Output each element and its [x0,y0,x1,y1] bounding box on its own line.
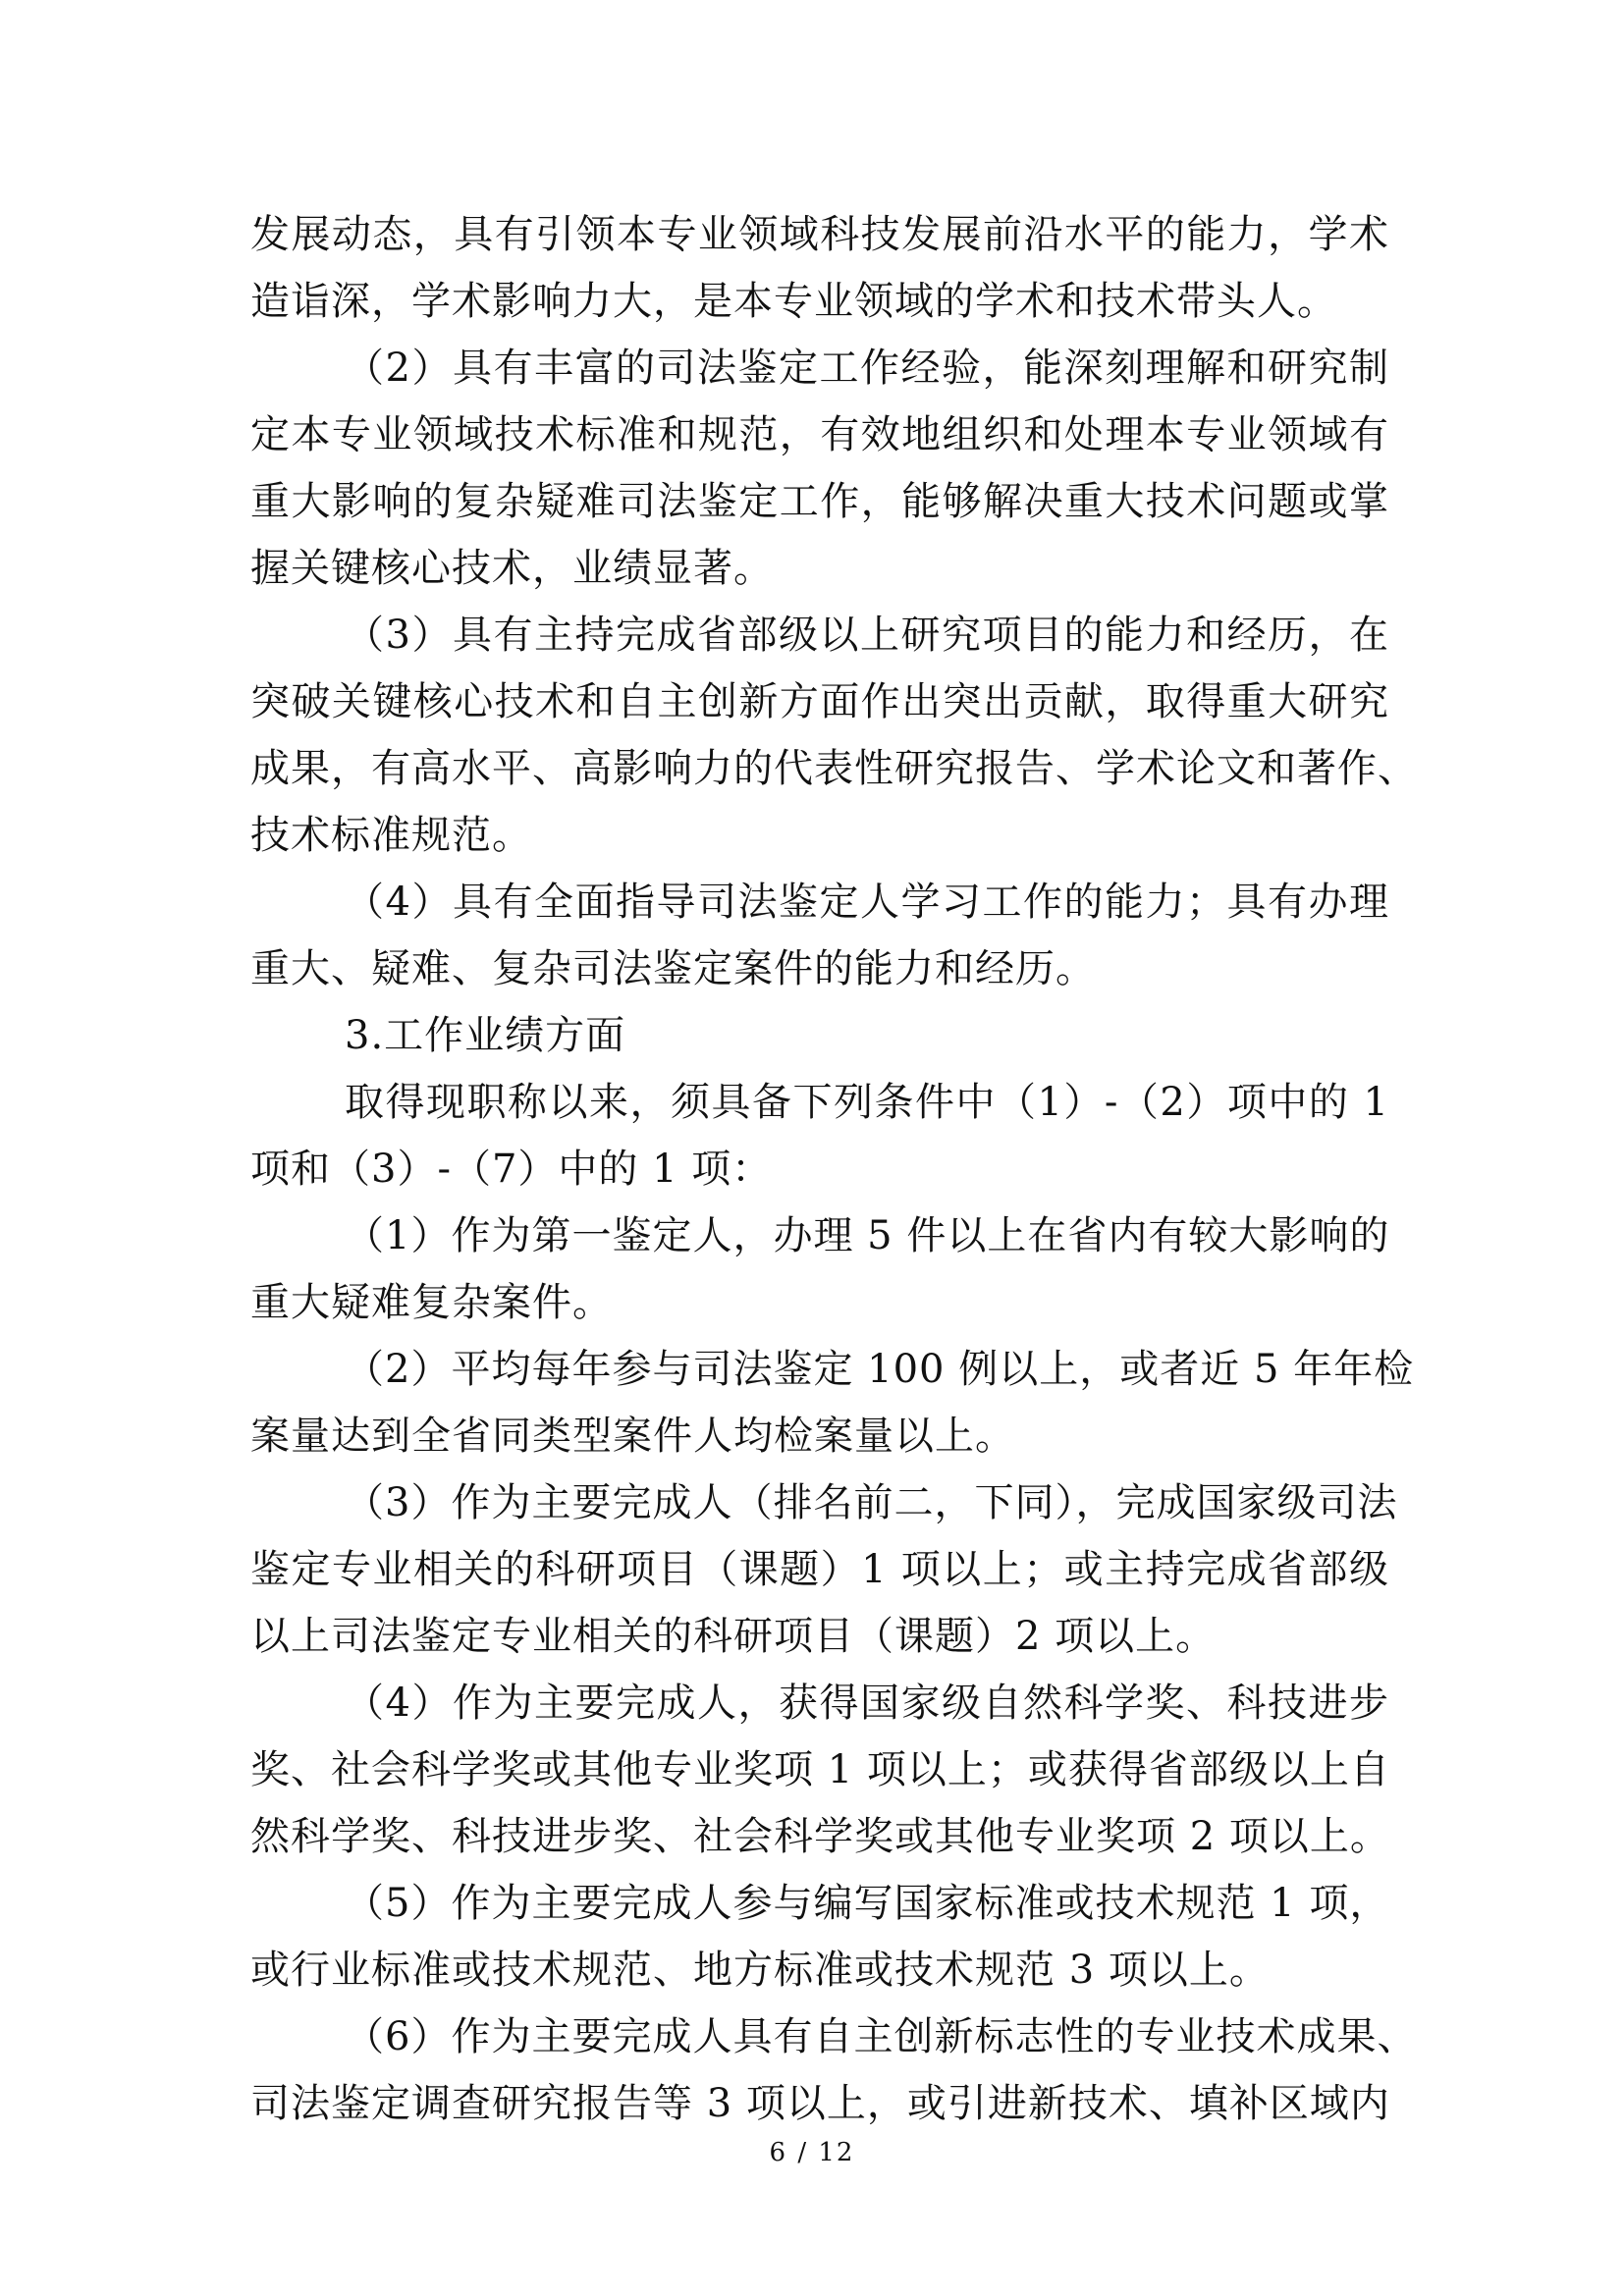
text-line: 技术标准规范。 [250,813,532,858]
text-line: （3）作为主要完成人（排名前二，下同），完成国家级司法 [345,1480,1398,1525]
document-body [250,201,1418,2137]
text-line: （1）作为第一鉴定人，办理 5 件以上在省内有较大影响的 [345,1213,1390,1258]
text-line: 发展动态，具有引领本专业领域科技发展前沿水平的能力，学术 [250,212,1389,257]
text-line: 突破关键核心技术和自主创新方面作出突出贡献，取得重大研究 [250,679,1389,724]
text-line: 或行业标准或技术规范、地方标准或技术规范 3 项以上。 [250,1948,1270,1993]
text-line: （6）作为主要完成人具有自主创新标志性的专业技术成果、 [345,2014,1418,2059]
page-number: 6 / 12 [769,2138,855,2167]
text-line: （3）具有主持完成省部级以上研究项目的能力和经历，在 [345,613,1389,658]
text-line: （4）具有全面指导司法鉴定人学习工作的能力；具有办理 [345,880,1389,925]
text-line: （5）作为主要完成人参与编写国家标准或技术规范 1 项， [345,1881,1390,1926]
text-line: （4）作为主要完成人，获得国家级自然科学奖、科技进步 [345,1681,1389,1726]
text-line: 司法鉴定调查研究报告等 3 项以上，或引进新技术、填补区域内 [250,2081,1390,2126]
text-line: 以上司法鉴定专业相关的科研项目（课题）2 项以上。 [250,1614,1217,1659]
text-line: 鉴定专业相关的科研项目（课题）1 项以上；或主持完成省部级 [250,1547,1389,1592]
text-line: 重大影响的复杂疑难司法鉴定工作，能够解决重大技术问题或掌 [250,479,1389,524]
text-line: 成果，有高水平、高影响力的代表性研究报告、学术论文和著作、 [250,746,1418,791]
text-line: 重大、疑难、复杂司法鉴定案件的能力和经历。 [250,946,1096,991]
section-heading: 3.工作业绩方面 [345,1013,626,1058]
text-line: 重大疑难复杂案件。 [250,1280,613,1325]
text-line: 项和（3）-（7）中的 1 项： [250,1147,773,1192]
text-line: 定本专业领域技术标准和规范，有效地组织和处理本专业领域有 [250,412,1389,457]
text-line: 然科学奖、科技进步奖、社会科学奖或其他专业奖项 2 项以上。 [250,1814,1390,1859]
text-line: 案量达到全省同类型案件人均检案量以上。 [250,1414,1015,1459]
text-line: （2）具有丰富的司法鉴定工作经验，能深刻理解和研究制 [345,346,1389,391]
text-line: 奖、社会科学奖或其他专业奖项 1 项以上；或获得省部级以上自 [250,1747,1390,1792]
text-line: 取得现职称以来，须具备下列条件中（1）-（2）项中的 1 [345,1080,1389,1125]
text-line: （2）平均每年参与司法鉴定 100 例以上，或者近 5 年年检 [345,1347,1415,1392]
text-line: 造诣深，学术影响力大，是本专业领域的学术和技术带头人。 [250,279,1337,324]
text-line: 握关键核心技术，业绩显著。 [250,546,774,591]
